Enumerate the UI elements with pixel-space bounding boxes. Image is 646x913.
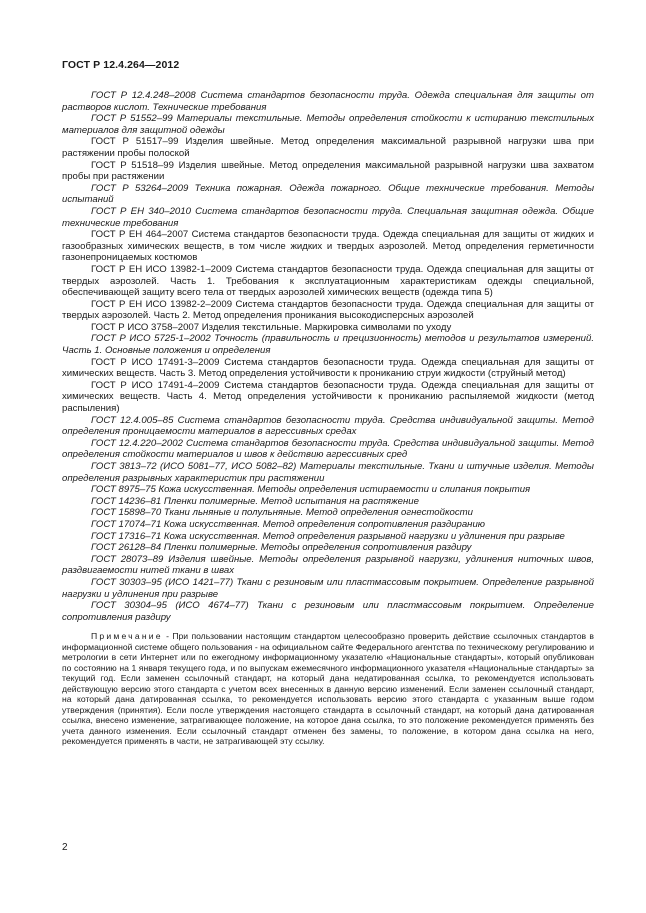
reference-item: ГОСТ 17074–71 Кожа искусственная. Метод определения сопротивления раздиранию (91, 518, 486, 530)
reference-item: ГОСТ 12.4.220–2002 Система стандартов безопасности труда. Средства индивидуальной защиты. Метод определения стойкости материалов и швов к действию агрессивных сред (62, 437, 594, 461)
reference-item: ГОСТ 30303–95 (ИСО 1421–77) Ткани с резиновым или пластмассовым покрытием. Определение разрывной нагрузки и удлинения при разрыве (62, 576, 594, 600)
reference-item: ГОСТ 14236–81 Пленки полимерные. Метод испытания на растяжение (91, 495, 419, 507)
reference-item: ГОСТ Р ИСО 3758–2007 Изделия текстильные. Маркировка символами по уходу (91, 321, 452, 333)
reference-item: ГОСТ 26128–84 Пленки полимерные. Методы определения сопротивления раздиру (91, 542, 472, 554)
reference-item: ГОСТ Р ЕН 464–2007 Система стандартов безопасности труда. Одежда специальная для защиты от жидких и газообразных химических веществ, в том числе жидких и твердых аэрозолей. Метод определения герметичности газонепроницаемых костюмов (62, 229, 594, 264)
reference-item: ГОСТ 15898–70 Ткани льняные и полульняные. Метод определения огнестойкости (91, 507, 473, 519)
reference-item: ГОСТ 17316–71 Кожа искусственная. Метод определения разрывной нагрузки и удлинения при разрыве (91, 530, 565, 542)
reference-item: ГОСТ 30304–95 (ИСО 4674–77) Ткани с резиновым или пластмассовым покрытием. Определение сопротивления раздиру (62, 600, 594, 623)
references-list (62, 90, 594, 747)
reference-item: ГОСТ 28073–89 Изделия швейные. Методы определения разрывной нагрузки, удлинения ниточных швов, раздвигаемости нитей ткани в швах (62, 553, 594, 577)
document-header: ГОСТ Р 12.4.264—2012 (62, 59, 180, 71)
reference-item: ГОСТ 8975–75 Кожа искусственная. Методы определения истираемости и слипания покрытия (91, 484, 531, 496)
note-paragraph (62, 631, 594, 747)
reference-item: ГОСТ 3813–72 (ИСО 5081–77, ИСО 5082–82) Материалы текстильные. Ткани и штучные изделия. Методы определения разрывных характеристик при растяжении (62, 461, 594, 484)
reference-item: ГОСТ Р ИСО 17491-3–2009 Система стандартов безопасности труда. Одежда специальная для защиты от химических веществ. Часть 3. Метод определения устойчивости к прониканию струи жидкости (струйный метод) (62, 356, 594, 380)
reference-item: ГОСТ Р ЕН ИСО 13982-2–2009 Система стандартов безопасности труда. Одежда специальная для защиты от твердых аэрозолей. Часть 2. Метод определения проникания высокодисперсных аэрозолей (62, 298, 594, 322)
reference-item: ГОСТ Р ИСО 5725-1–2002 Точность (правильность и прецизионность) методов и результатов измерений. Часть 1. Основные положения и определения (62, 333, 594, 357)
reference-item: ГОСТ Р 53264–2009 Техника пожарная. Одежда пожарного. Общие технические требования. Методы испытаний (62, 182, 594, 206)
reference-item: ГОСТ 12.4.005–85 Система стандартов безопасности труда. Средства индивидуальной защиты. Метод определения проницаемости материалов в агрессивных средах (62, 414, 594, 438)
note-label: Примечание (91, 631, 163, 642)
reference-item: ГОСТ Р ЕН 340–2010 Система стандартов безопасности труда. Специальная защитная одежда. Общие технические требования (62, 205, 594, 229)
reference-item: ГОСТ Р 51552–99 Материалы текстильные. Методы определения стойкости к истиранию текстильных материалов для защитной одежды (62, 113, 594, 136)
reference-item: ГОСТ Р 12.4.248–2008 Система стандартов безопасности труда. Одежда специальная для защиты от растворов кислот. Технические требования (62, 90, 594, 113)
reference-item: ГОСТ Р 51518–99 Изделия швейные. Метод определения максимальной разрывной нагрузки шва захватом пробы при растяжении (62, 159, 594, 183)
reference-item: ГОСТ Р ИСО 17491-4–2009 Система стандартов безопасности труда. Одежда специальная для защиты от химических веществ. Часть 4. Метод определения устойчивости к прониканию распыляемой жидкости (метод распыления) (62, 379, 594, 415)
reference-item: ГОСТ Р 51517–99 Изделия швейные. Метод определения максимальной разрывной нагрузки шва при растяжении пробы полоской (62, 136, 594, 159)
page-number: 2 (62, 842, 68, 853)
reference-item: ГОСТ Р ЕН ИСО 13982-1–2009 Система стандартов безопасности труда. Одежда специальная для защиты от твердых аэрозолей. Часть 1. Требования к эксплуатационным характеристикам одежды специальной, обеспечивающей защиту всего тела от твердых аэрозолей химических веществ (одежда типа 5) (62, 263, 594, 299)
note-text: - При пользовании настоящим стандартом целесообразно проверить действие ссылочных стандартов в информационной системе общего пользования - на официальном сайте Федерального агентства по техническому регулированию и метрологии в сети Интернет или по ежегодному информационному указателю «Национальные стандарты», который опубликован по состоянию на 1 января текущего года, и по выпускам ежемесячного информационного указателя «Национальные стандарты» за текущий год. Если заменен ссылочный стандарт, на который дана недатированная ссылка, то рекомендуется использовать действующую версию этого стандарта с учетом всех внесенных в данную версию изменений. Если заменен ссылочный стандарт, на который дана датированная ссылка, то рекомендуется использовать версию этого стандарта с указанным выше годом утверждения (принятия). Если после утверждения настоящего стандарта в ссылочный стандарт, на который дана датированная ссылка, внесено изменение, затрагивающее положение, на которое дана ссылка, то это положение рекомендуется применять без учета данного изменения. Если ссылочный стандарт отменен без замены, то положение, в котором дана ссылка на него, рекомендуется применять в части, не затрагивающей эту ссылку. (62, 631, 594, 747)
